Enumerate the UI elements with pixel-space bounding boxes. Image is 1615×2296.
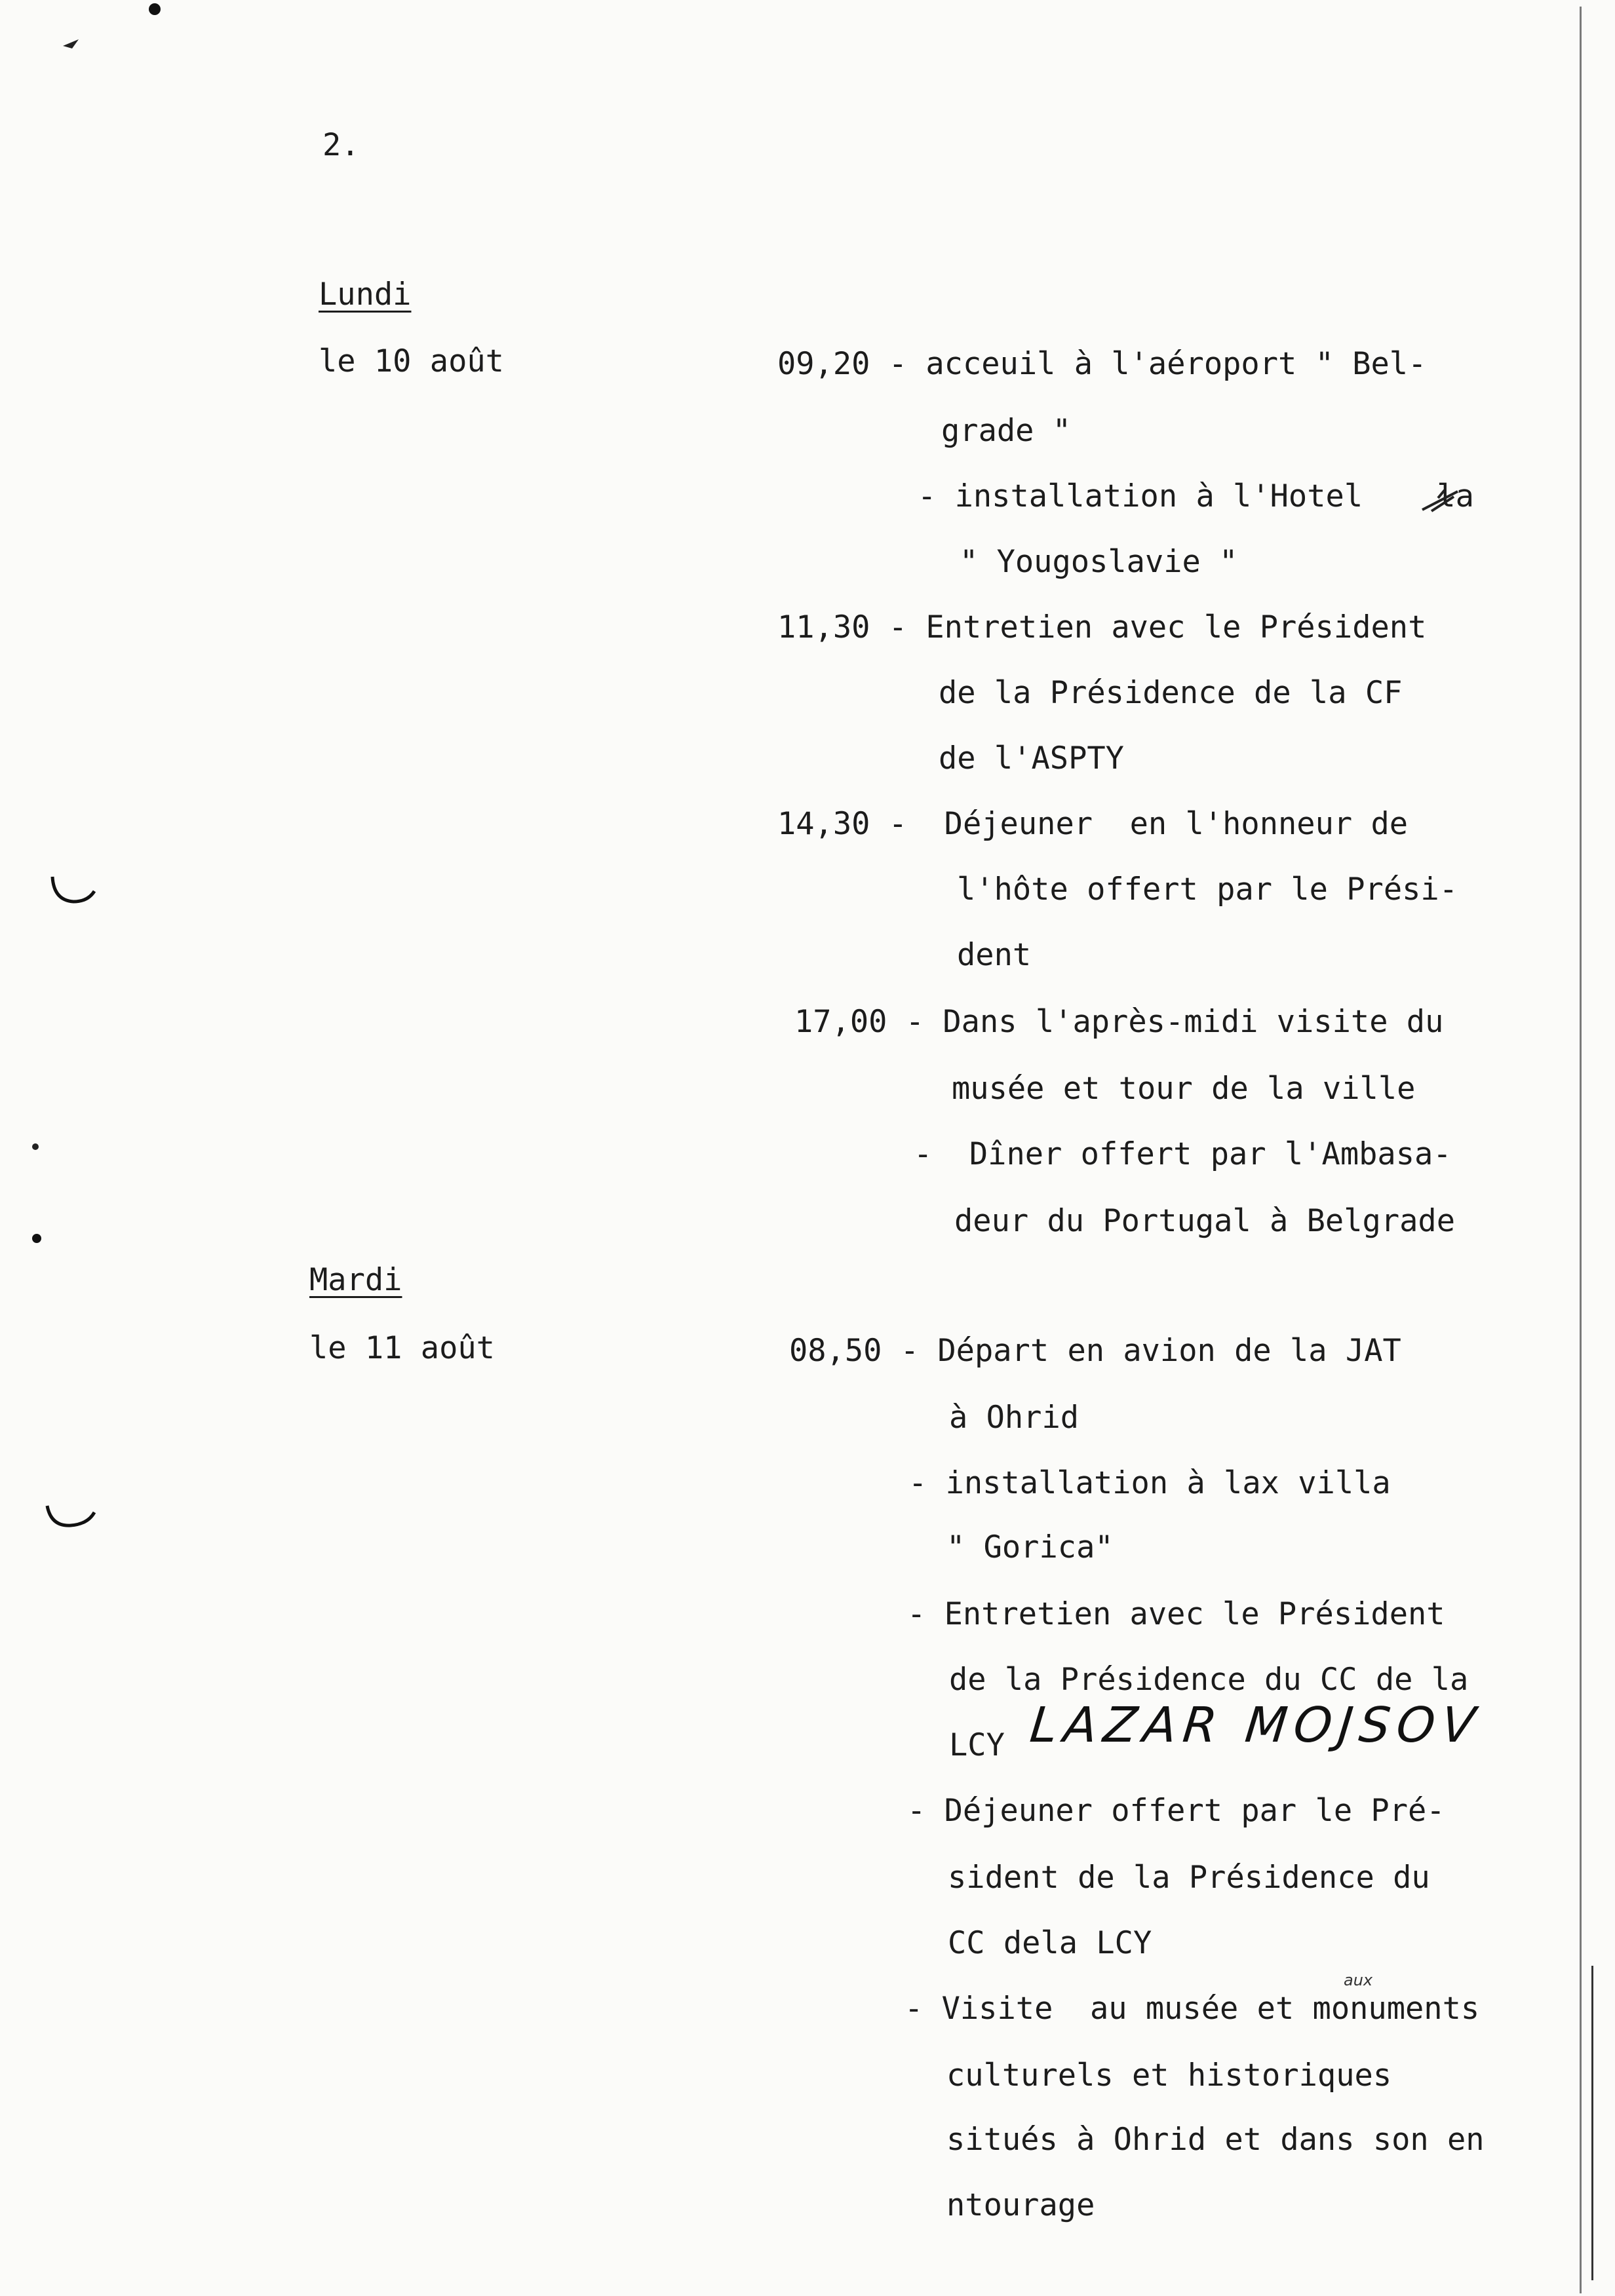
schedule-line: " Gorica"	[946, 1529, 1114, 1565]
schedule-line: culturels et historiques	[946, 2057, 1392, 2094]
day-heading-monday: Lundi	[319, 277, 412, 313]
schedule-line: 08,50 - Départ en avion de la JAT	[789, 1333, 1401, 1369]
punch-hole-mark-icon	[47, 871, 100, 911]
schedule-line: grade "	[941, 413, 1072, 449]
schedule-line: l'hôte offert par le Prési-	[957, 871, 1458, 908]
schedule-line: 11,30 - Entretien avec le Président	[777, 609, 1427, 645]
hand-mark-icon	[1418, 485, 1464, 518]
schedule-line: - installation à lax villa	[908, 1465, 1391, 1501]
speck-icon	[26, 1140, 46, 1258]
date-monday: le 10 août	[319, 343, 504, 379]
page-edge-line	[1580, 7, 1582, 2293]
schedule-line: 09,20 - acceuil à l'aéroport " Bel-	[777, 346, 1427, 382]
schedule-line: - Dîner offert par l'Ambasa-	[914, 1136, 1452, 1172]
schedule-line: CC dela LCY	[948, 1925, 1152, 1961]
day-heading-tuesday: Mardi	[309, 1262, 402, 1298]
handwritten-name: LAZAR MOJSOV	[1027, 1697, 1485, 1753]
schedule-line: - installation à l'Hotel la	[918, 478, 1474, 514]
date-tuesday: le 11 août	[309, 1330, 495, 1366]
schedule-line: - Entretien avec le Président	[907, 1596, 1445, 1632]
schedule-line: dent	[957, 937, 1032, 973]
schedule-line: " Yougoslavie "	[960, 544, 1238, 580]
handwritten-correction: aux	[1344, 1971, 1373, 1989]
page-edge-line	[1591, 1966, 1593, 2280]
schedule-line: de la Présidence de la CF	[939, 675, 1403, 711]
schedule-line: deur du Portugal à Belgrade	[954, 1203, 1456, 1239]
punch-hole-mark-icon	[42, 1487, 101, 1533]
schedule-line: situés à Ohrid et dans son en	[946, 2122, 1485, 2158]
schedule-line: sident de la Présidence du	[948, 1860, 1430, 1896]
schedule-line: - Visite au musée et monuments	[905, 1991, 1480, 2027]
speck-icon	[59, 26, 85, 52]
schedule-line: musée et tour de la ville	[952, 1071, 1416, 1107]
schedule-line: à Ohrid	[949, 1400, 1080, 1436]
schedule-line: LCY	[949, 1727, 1005, 1763]
page-number: 2.	[322, 127, 360, 163]
schedule-line: 17,00 - Dans l'après-midi visite du	[794, 1004, 1444, 1040]
schedule-line: - Déjeuner offert par le Pré-	[907, 1793, 1445, 1829]
schedule-line: 14,30 - Déjeuner en l'honneur de	[777, 806, 1409, 842]
schedule-line: ntourage	[946, 2187, 1095, 2223]
schedule-line: de l'ASPTY	[939, 740, 1124, 776]
schedule-line: de la Présidence du CC de la	[949, 1662, 1469, 1698]
speck-icon	[144, 0, 164, 20]
